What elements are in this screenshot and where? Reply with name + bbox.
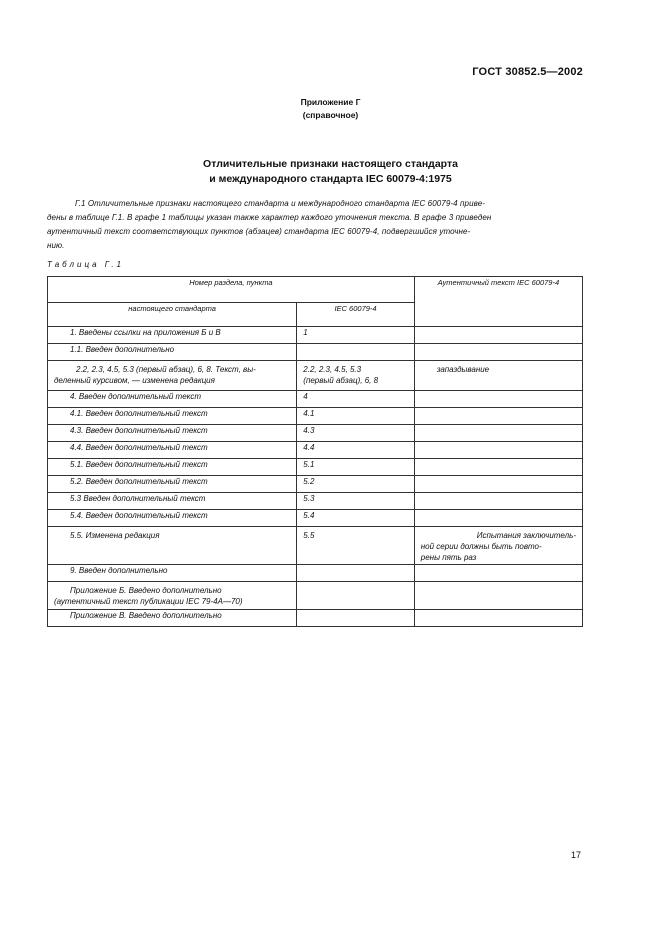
appendix-subtitle: (справочное) — [302, 110, 359, 120]
cell-col2: 4 — [297, 391, 415, 408]
cell-col3 — [414, 610, 582, 627]
cell-col3 — [414, 565, 582, 582]
cell-col1 — [48, 361, 297, 391]
intro-line2: дены в таблице Г.1. В графе 1 таблицы указан также характер каждого уточнения текста. В графе 3 приведен — [47, 213, 492, 222]
table-row — [48, 344, 583, 361]
cell-col1: Приложение В. Введено дополнительно — [48, 610, 297, 627]
cell-col2: 5.1 — [297, 459, 415, 476]
cell-col2: 5.3 — [297, 493, 415, 510]
cell-col2: 5.5 — [297, 527, 415, 565]
section-title-line1: Отличительные признаки настоящего стандарта — [203, 158, 458, 170]
cell-col1-line2: (аутентичный текст публикации IEC 79-4А—70) — [54, 597, 243, 606]
table-row — [48, 493, 583, 510]
cell-col3 — [414, 582, 582, 610]
cell-col2: 5.4 — [297, 510, 415, 527]
cell-col2 — [297, 565, 415, 582]
cell-col1: 4.4. Введен дополнительный текст — [48, 442, 297, 459]
cell-col1: 5.2. Введен дополнительный текст — [48, 476, 297, 493]
cell-col2: 4.3 — [297, 425, 415, 442]
intro-line3: аутентичный текст соответствующих пунктов (абзацев) стандарта IEC 60079-4, подвергшийся уточне- — [47, 227, 471, 236]
cell-col1-line1: Приложение Б. Введено дополнительно — [70, 586, 222, 595]
cell-col3: запаздывание — [414, 361, 582, 391]
table-row — [48, 408, 583, 425]
appendix-title: Приложение Г — [300, 97, 361, 107]
table-caption: Таблица Г.1 — [47, 260, 125, 269]
cell-col2-line2: (первый абзац), 6, 8 — [303, 376, 379, 385]
cell-col1: 4. Введен дополнительный текст — [48, 391, 297, 408]
section-title — [0, 157, 661, 187]
intro-line1-text: Г.1 Отличительные признаки настоящего стандарта и международного стандарта IEC 60079-4 приве- — [75, 199, 486, 208]
cell-col1: 1.1. Введен дополнительно — [48, 344, 297, 361]
table-row — [48, 527, 583, 565]
cell-col3-line3: рены пять раз — [420, 553, 477, 562]
table-header-row — [48, 277, 583, 303]
cell-col3-line2: ной серии должны быть повто- — [420, 542, 542, 551]
intro-line1 — [47, 197, 582, 211]
table-row — [48, 327, 583, 344]
table-row — [48, 442, 583, 459]
header-iec: IEC 60079-4 — [297, 303, 415, 327]
cell-col2 — [297, 610, 415, 627]
cell-col2-line1: 2.2, 2.3, 4.5, 5.3 — [303, 365, 362, 374]
page-number: 17 — [570, 850, 581, 860]
cell-col3 — [414, 425, 582, 442]
table-row — [48, 459, 583, 476]
header-group: Номер раздела, пункта — [48, 277, 415, 303]
cell-col3 — [414, 408, 582, 425]
section-title-line2: и международного стандарта IEC 60079-4:1975 — [209, 173, 452, 185]
cell-col1: 5.1. Введен дополнительный текст — [48, 459, 297, 476]
table-row — [48, 582, 583, 610]
cell-col3 — [414, 527, 582, 565]
cell-col3 — [414, 442, 582, 459]
cell-col3 — [414, 459, 582, 476]
cell-col1 — [48, 582, 297, 610]
cell-col1: 1. Введены ссылки на приложения Б и В — [48, 327, 297, 344]
comparison-table — [47, 276, 583, 627]
cell-col3 — [414, 493, 582, 510]
table-row — [48, 610, 583, 627]
cell-col1-line1: 2.2, 2.3, 4.5, 5.3 (первый абзац), 6, 8. Текст, вы- — [76, 365, 256, 374]
cell-col1: 5.3 Введен дополнительный текст — [48, 493, 297, 510]
cell-col2: 4.1 — [297, 408, 415, 425]
cell-col1: 4.1. Введен дополнительный текст — [48, 408, 297, 425]
table-row — [48, 425, 583, 442]
cell-col3 — [414, 327, 582, 344]
cell-col2: 5.2 — [297, 476, 415, 493]
header-authentic-text: Аутентичный текст IEC 60079-4 — [414, 277, 582, 327]
intro-line4: нию. — [47, 241, 65, 250]
cell-col3-line1: Испытания заключитель- — [476, 531, 576, 540]
document-code: ГОСТ 30852.5—2002 — [472, 66, 583, 78]
table-row — [48, 391, 583, 408]
header-this-standard: настоящего стандарта — [48, 303, 297, 327]
table-row — [48, 510, 583, 527]
cell-col3 — [414, 391, 582, 408]
cell-col1-line2: деленный курсивом, — изменена редакция — [54, 376, 215, 385]
cell-col2: 1 — [297, 327, 415, 344]
cell-col1: 4.3. Введен дополнительный текст — [48, 425, 297, 442]
table-row — [48, 476, 583, 493]
cell-col1: 5.4. Введен дополнительный текст — [48, 510, 297, 527]
cell-col2 — [297, 582, 415, 610]
cell-col3 — [414, 476, 582, 493]
intro-paragraph — [47, 197, 582, 253]
cell-col1: 5.5. Изменена редакция — [48, 527, 297, 565]
cell-col2: 4.4 — [297, 442, 415, 459]
table-row — [48, 361, 583, 391]
cell-col2 — [297, 361, 415, 391]
table-row — [48, 565, 583, 582]
cell-col2 — [297, 344, 415, 361]
cell-col3 — [414, 510, 582, 527]
cell-col1: 9. Введен дополнительно — [48, 565, 297, 582]
cell-col3 — [414, 344, 582, 361]
